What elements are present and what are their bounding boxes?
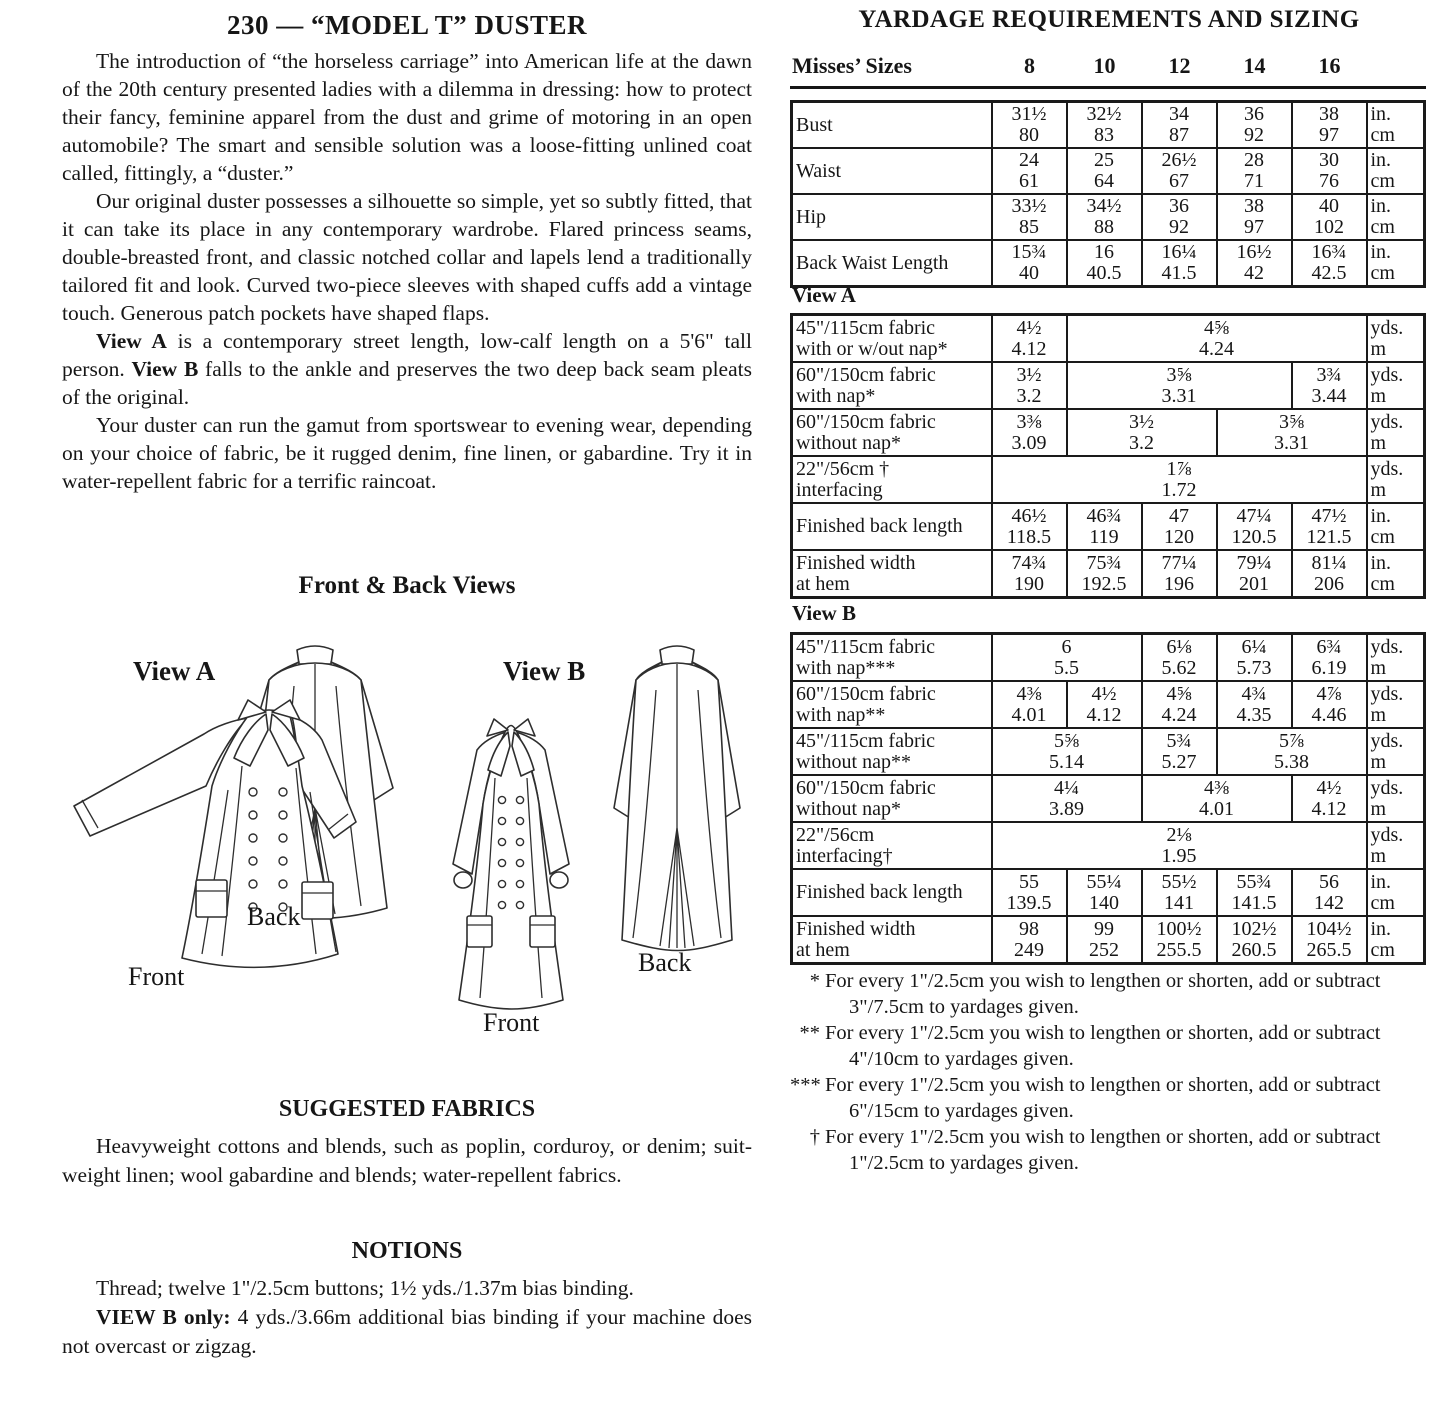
table-row: [792, 362, 1425, 409]
value-cell: 4⅝ 4.24: [1067, 315, 1367, 363]
value-cell: 25 64: [1067, 148, 1142, 194]
value-cell: 79¼ 201: [1217, 550, 1292, 598]
value-cell: 4½ 4.12: [1292, 775, 1367, 822]
size-12: 12: [1168, 53, 1191, 78]
value-cell: 46¾ 119: [1067, 503, 1142, 550]
sizing-table: [790, 100, 1426, 288]
row-label: Bust: [792, 102, 992, 149]
right-column: [790, 0, 1435, 1401]
units-cell: yds. m: [1367, 362, 1425, 409]
row-label: 60"/150cm fabric with nap*: [792, 362, 992, 409]
size-16: 16: [1318, 53, 1341, 78]
table-row: [792, 916, 1425, 964]
units-cell: yds. m: [1367, 634, 1425, 682]
table-row: [792, 728, 1425, 775]
value-cell: 4⅜ 4.01: [1142, 775, 1292, 822]
footnote-marker: *: [809, 970, 820, 992]
units-cell: in. cm: [1367, 503, 1425, 550]
value-cell: 46½ 118.5: [992, 503, 1067, 550]
value-cell: 55 139.5: [992, 869, 1067, 916]
row-label: 60"/150cm fabric without nap*: [792, 409, 992, 456]
table-row: [792, 550, 1425, 598]
value-cell: 28 71: [1217, 148, 1292, 194]
value-cell: 2⅛ 1.95: [992, 822, 1367, 869]
value-cell: 3⅝ 3.31: [1217, 409, 1367, 456]
units-cell: in. cm: [1367, 869, 1425, 916]
value-cell: 104½ 265.5: [1292, 916, 1367, 964]
row-label: 45"/115cm fabric with or w/out nap*: [792, 315, 992, 363]
value-cell: 6 5.5: [992, 634, 1142, 682]
value-cell: 30 76: [1292, 148, 1367, 194]
value-cell: 6¾ 6.19: [1292, 634, 1367, 682]
value-cell: 6⅛ 5.62: [1142, 634, 1217, 682]
value-cell: 16¾ 42.5: [1292, 240, 1367, 287]
view-a-label: View A: [133, 656, 216, 686]
footnote-text: For every 1"/2.5cm you wish to lengthen or shorten, add or subtract 1"/2.5cm to yardages given.: [825, 1126, 1381, 1174]
value-cell: 55¼ 140: [1067, 869, 1142, 916]
notions-paragraph-1: Thread; twelve 1"/2.5cm buttons; 1½ yds./1.37m bias binding.: [96, 1276, 634, 1300]
table-row: [792, 822, 1425, 869]
value-cell: 3½ 3.2: [992, 362, 1067, 409]
units-cell: yds. m: [1367, 681, 1425, 728]
footnote: [790, 1020, 1435, 1072]
value-cell: 4⅞ 4.46: [1292, 681, 1367, 728]
row-label: Finished width at hem: [792, 916, 992, 964]
value-cell: 4½ 4.12: [992, 315, 1067, 363]
table-row: [792, 240, 1425, 287]
footnotes: [790, 968, 1435, 1176]
yardage-title: YARDAGE REQUIREMENTS AND SIZING: [858, 6, 1360, 33]
value-cell: 40 102: [1292, 194, 1367, 240]
value-cell: 81¼ 206: [1292, 550, 1367, 598]
left-column: [62, 0, 752, 1401]
footnote-text: For every 1"/2.5cm you wish to lengthen or shorten, add or subtract 4"/10cm to yardages given.: [825, 1022, 1381, 1070]
size-8: 8: [1024, 53, 1035, 78]
value-cell: 24 61: [992, 148, 1067, 194]
value-cell: 47¼ 120.5: [1217, 503, 1292, 550]
intro-paragraph-3: View A is a contemporary street length, low-calf length on a 5'6" tall person. View B falls to the ankle and preserves the two deep back seam pleats of the original.: [62, 329, 752, 409]
row-label: Finished back length: [792, 869, 992, 916]
value-cell: 4⅝ 4.24: [1142, 681, 1217, 728]
value-cell: 31½ 80: [992, 102, 1067, 149]
value-cell: 55½ 141: [1142, 869, 1217, 916]
units-cell: in. cm: [1367, 102, 1425, 149]
value-cell: 34 87: [1142, 102, 1217, 149]
units-cell: in. cm: [1367, 550, 1425, 598]
illustrations: [62, 612, 752, 1082]
value-cell: 1⅞ 1.72: [992, 456, 1367, 503]
notions-text: [62, 1274, 752, 1361]
footnote-text: For every 1"/2.5cm you wish to lengthen or shorten, add or subtract 3"/7.5cm to yardages given.: [825, 970, 1381, 1018]
value-cell: 5⅝ 5.14: [992, 728, 1142, 775]
value-cell: 38 97: [1292, 102, 1367, 149]
view-b-front-label: Front: [483, 1008, 540, 1037]
misses-sizes-label: Misses’ Sizes: [792, 53, 912, 78]
value-cell: 98 249: [992, 916, 1067, 964]
value-cell: 4½ 4.12: [1067, 681, 1142, 728]
footnote-marker: †: [809, 1126, 820, 1148]
value-cell: 75¾ 192.5: [1067, 550, 1142, 598]
units-cell: yds. m: [1367, 456, 1425, 503]
view-b-label: View B: [503, 656, 586, 686]
value-cell: 33½ 85: [992, 194, 1067, 240]
view-b-yardage-table: [790, 632, 1426, 965]
units-cell: yds. m: [1367, 728, 1425, 775]
pattern-title: 230 — “MODEL T” DUSTER: [226, 10, 588, 40]
value-cell: 5¾ 5.27: [1142, 728, 1217, 775]
view-a-yardage-table: [790, 313, 1426, 599]
view-a-table-label: View A: [792, 283, 856, 307]
value-cell: 3⅜ 3.09: [992, 409, 1067, 456]
size-10: 10: [1093, 53, 1116, 78]
footnote-marker: **: [799, 1022, 820, 1044]
value-cell: 100½ 255.5: [1142, 916, 1217, 964]
row-label: 60"/150cm fabric without nap*: [792, 775, 992, 822]
row-label: Finished width at hem: [792, 550, 992, 598]
footnote: [790, 1124, 1435, 1176]
value-cell: 16¼ 41.5: [1142, 240, 1217, 287]
suggested-fabrics-heading: SUGGESTED FABRICS: [278, 1096, 536, 1122]
table-row: [792, 634, 1425, 682]
value-cell: 36 92: [1217, 102, 1292, 149]
view-b-table-label: View B: [792, 601, 856, 625]
value-cell: 3¾ 3.44: [1292, 362, 1367, 409]
value-cell: 55¾ 141.5: [1217, 869, 1292, 916]
intro-text: [62, 47, 752, 495]
value-cell: 47½ 121.5: [1292, 503, 1367, 550]
value-cell: 32½ 83: [1067, 102, 1142, 149]
row-label: 22"/56cm interfacing†: [792, 822, 992, 869]
row-label: Finished back length: [792, 503, 992, 550]
table-row: [792, 503, 1425, 550]
value-cell: 38 97: [1217, 194, 1292, 240]
units-cell: in. cm: [1367, 916, 1425, 964]
units-cell: in. cm: [1367, 240, 1425, 287]
value-cell: 4⅜ 4.01: [992, 681, 1067, 728]
value-cell: 26½ 67: [1142, 148, 1217, 194]
view-b-back-label: Back: [638, 948, 692, 977]
value-cell: 15¾ 40: [992, 240, 1067, 287]
value-cell: 47 120: [1142, 503, 1217, 550]
value-cell: 56 142: [1292, 869, 1367, 916]
value-cell: 102½ 260.5: [1217, 916, 1292, 964]
row-label: Hip: [792, 194, 992, 240]
footnote-marker: ***: [790, 1074, 821, 1096]
footnote-text: For every 1"/2.5cm you wish to lengthen or shorten, add or subtract 6"/15cm to yardages given.: [825, 1074, 1381, 1122]
intro-paragraph-1: The introduction of “the horseless carriage” into American life at the dawn of the 20th century presented ladies with a dilemma in dressing: how to protect their fancy, feminine apparel from the dust and grime of motoring in an open automobile? The smart and sensible solution was a loose-fitting unlined coat called, fittingly, a “duster.”: [62, 49, 752, 185]
row-label: Waist: [792, 148, 992, 194]
view-a-back-label: Back: [247, 902, 301, 931]
value-cell: 5⅞ 5.38: [1217, 728, 1367, 775]
view-b-back-coat-illustration: [590, 640, 765, 965]
row-label: 45"/115cm fabric with nap***: [792, 634, 992, 682]
value-cell: 4¾ 4.35: [1217, 681, 1292, 728]
units-cell: in. cm: [1367, 194, 1425, 240]
view-b-front-coat-illustration: [425, 704, 597, 1019]
units-cell: in. cm: [1367, 148, 1425, 194]
notions-heading: NOTIONS: [351, 1238, 463, 1264]
value-cell: 36 92: [1142, 194, 1217, 240]
value-cell: 3½ 3.2: [1067, 409, 1217, 456]
table-row: [792, 315, 1425, 363]
notions-paragraph-2: VIEW B only: 4 yds./3.66m additional bias binding if your machine does not overcast or zigzag.: [62, 1305, 752, 1358]
table-row: [792, 681, 1425, 728]
footnote: [790, 1072, 1435, 1124]
intro-paragraph-2: Our original duster possesses a silhouette so simple, yet so subtly fitted, that it can take its place in any contemporary wardrobe. Flared princess seams, double-breasted front, and classic notched collar and lapels lend a traditionally tailored fit and look. Curved two-piece sleeves with shaped cuffs add a vintage touch. Generous patch pockets have shaped flaps.: [62, 189, 752, 325]
view-a-front-coat-illustration: [50, 690, 400, 978]
size-14: 14: [1243, 53, 1266, 78]
value-cell: 77¼ 196: [1142, 550, 1217, 598]
value-cell: 16½ 42: [1217, 240, 1292, 287]
table-row: [792, 194, 1425, 240]
footnote: [790, 968, 1435, 1020]
units-cell: yds. m: [1367, 315, 1425, 363]
row-label: 60"/150cm fabric with nap**: [792, 681, 992, 728]
row-label: Back Waist Length: [792, 240, 992, 287]
view-a-front-label: Front: [128, 962, 185, 991]
suggested-fabrics-text: Heavyweight cottons and blends, such as poplin, corduroy, or denim; suit-weight linen; wool gabardine and blends; water-repellent fabrics.: [62, 1134, 752, 1187]
value-cell: 99 252: [1067, 916, 1142, 964]
table-row: [792, 456, 1425, 503]
intro-paragraph-4: Your duster can run the gamut from sportswear to evening wear, depending on your choice of fabric, be it rugged denim, fine linen, or gabardine. Try it in water-repellent fabric for a terrific raincoat.: [62, 413, 752, 493]
table-row: [792, 409, 1425, 456]
units-cell: yds. m: [1367, 822, 1425, 869]
misses-sizes-header: [790, 53, 1426, 89]
table-row: [792, 869, 1425, 916]
row-label: 22"/56cm † interfacing: [792, 456, 992, 503]
value-cell: 3⅝ 3.31: [1067, 362, 1292, 409]
front-back-views-heading: Front & Back Views: [298, 572, 516, 599]
value-cell: 16 40.5: [1067, 240, 1142, 287]
table-row: [792, 148, 1425, 194]
table-row: [792, 102, 1425, 149]
value-cell: 4¼ 3.89: [992, 775, 1142, 822]
row-label: 45"/115cm fabric without nap**: [792, 728, 992, 775]
units-cell: yds. m: [1367, 775, 1425, 822]
value-cell: 6¼ 5.73: [1217, 634, 1292, 682]
value-cell: 74¾ 190: [992, 550, 1067, 598]
units-cell: yds. m: [1367, 409, 1425, 456]
table-row: [792, 775, 1425, 822]
value-cell: 34½ 88: [1067, 194, 1142, 240]
